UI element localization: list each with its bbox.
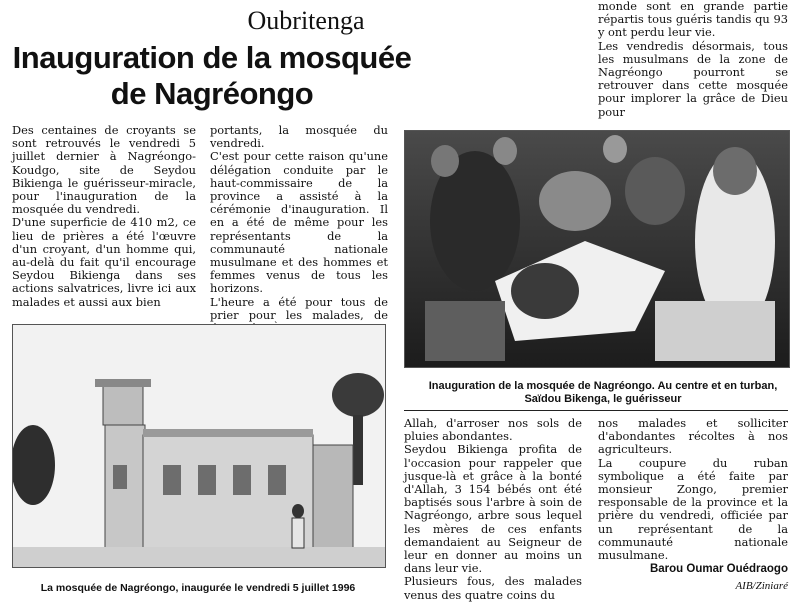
crowd-photo-caption: Inauguration de la mosquée de Nagréongo. Au centre et en turban, Saïdou Bikenga, le guérisseur bbox=[428, 380, 778, 405]
byline-agency: AIB/Ziniaré bbox=[735, 580, 788, 592]
divider bbox=[404, 410, 788, 411]
mosque-photo bbox=[12, 324, 386, 568]
paragraph: D'une superficie de 410 m2, ce lieu de prières a été l'œuvre d'un croyant, d'un homme qui, au-delà du fait qu'il encourage Seydou Bikienga dans ses actions salvatrices, livre ici aux malades et aussi aux bien bbox=[12, 215, 196, 309]
paragraph: portants, la mosquée du vendredi. bbox=[210, 123, 388, 151]
article-column-bottom-middle bbox=[404, 417, 582, 602]
paragraph: monde sont en grande partie répartis tous guéris tandis qu 93 y ont perdu leur vie. bbox=[598, 0, 788, 40]
mosque-photo-caption: La mosquée de Nagréongo, inaugurée le vendredi 5 juillet 1996 bbox=[40, 582, 356, 594]
byline-author: Barou Oumar Ouédraogo bbox=[649, 563, 788, 575]
article-column-top-right bbox=[598, 0, 788, 119]
paragraph: Les vendredis désormais, tous les musulmans de la zone de Nagréongo pourront se retrouver dans cette mosquée pour implorer la grâce de Dieu pour bbox=[598, 38, 788, 119]
paragraph: La coupure du ruban symbolique a été faite par monsieur Zongo, premier responsable de la province et la prière du vendredi, officiée par un représentant de la communauté nationale musulmane. bbox=[598, 455, 788, 563]
paragraph: Plusieurs fous, des malades venus des quatre coins du bbox=[404, 574, 582, 602]
paragraph: Seydou Bikienga profita de l'occasion pour rappeler que jusque-là et grâce à la bonté d'Allah, 3 154 bébés ont été baptisés sous l'arbre à soin de Nagréongo, arbre sous lequel les mères de ces enfants demandaient au Seigneur de leur en donner au moins un dans leur vie. bbox=[404, 442, 582, 576]
paragraph: Des centaines de croyants se sont retrouvés le vendredi 5 juillet dernier à Nagréongo-Koudgo, site de Seydou Bikienga le guérisseur-miracle, pour l'inauguration de la mosquée du vendredi. bbox=[12, 123, 196, 217]
article-kicker: Oubritenga bbox=[247, 6, 365, 35]
paragraph: L'heure a été pour tous de prier pour les malades, de bbox=[210, 294, 388, 322]
crowd-photo bbox=[404, 130, 790, 368]
article-column-1 bbox=[12, 124, 196, 309]
paragraph: C'est pour cette raison qu'une délégation conduite par le haut-commissaire de la province a assisté à la cérémonie d'inauguration. Il en a été de même pour les représentants de la communauté nationale musulmane et des hommes et femmes venus de tous les horizons. bbox=[210, 149, 388, 296]
article-column-2 bbox=[210, 124, 388, 335]
headline-line-1: Inauguration de la mosquée bbox=[12, 40, 412, 75]
headline-line-2: de Nagréongo bbox=[110, 76, 314, 111]
mosque-photo-image bbox=[13, 325, 385, 567]
article-headline bbox=[12, 40, 412, 112]
article-column-bottom-right bbox=[598, 417, 788, 562]
crowd-photo-image bbox=[405, 131, 789, 367]
paragraph: Allah, d'arroser nos sols de pluies abondantes. bbox=[404, 416, 582, 444]
paragraph: nos malades et solliciter d'abondantes récoltes à nos agriculteurs. bbox=[598, 416, 788, 457]
